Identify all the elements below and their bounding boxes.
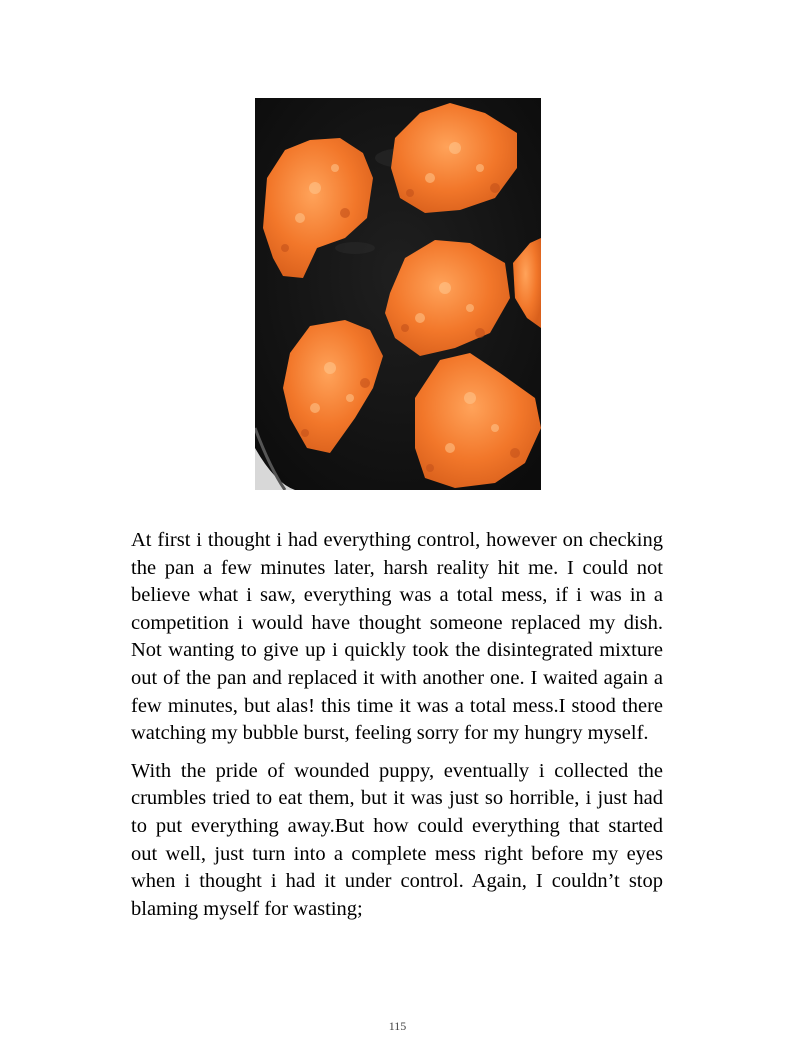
- pan-illustration: [255, 98, 541, 490]
- body-text: [131, 527, 663, 933]
- paragraph-2: With the pride of wounded puppy, eventually i collected the crumbles tried to eat them, but it was just so horrible, i just had to put everything away.But how could everything that started out well, just turn into a complete mess right before my eyes when i thought i had it under control. Again, I couldn’t stop blaming myself for wasting;: [131, 759, 663, 920]
- page-number: 115: [388, 1019, 407, 1033]
- paragraph-1: At first i thought i had everything control, however on checking the pan a few minutes later, harsh reality hit me. I could not believe what i saw, everything was a total mess, if i was in a competition i would have thought someone replaced my dish. Not wanting to give up i quickly took the disintegrated mixture out of the pan and replaced it with another one. I waited again a few minutes, but alas! this time it was a total mess.I stood there watching my bubble burst, feeling sorry for my hungry myself.: [131, 529, 663, 745]
- fritters-in-pan-photo: [255, 98, 541, 490]
